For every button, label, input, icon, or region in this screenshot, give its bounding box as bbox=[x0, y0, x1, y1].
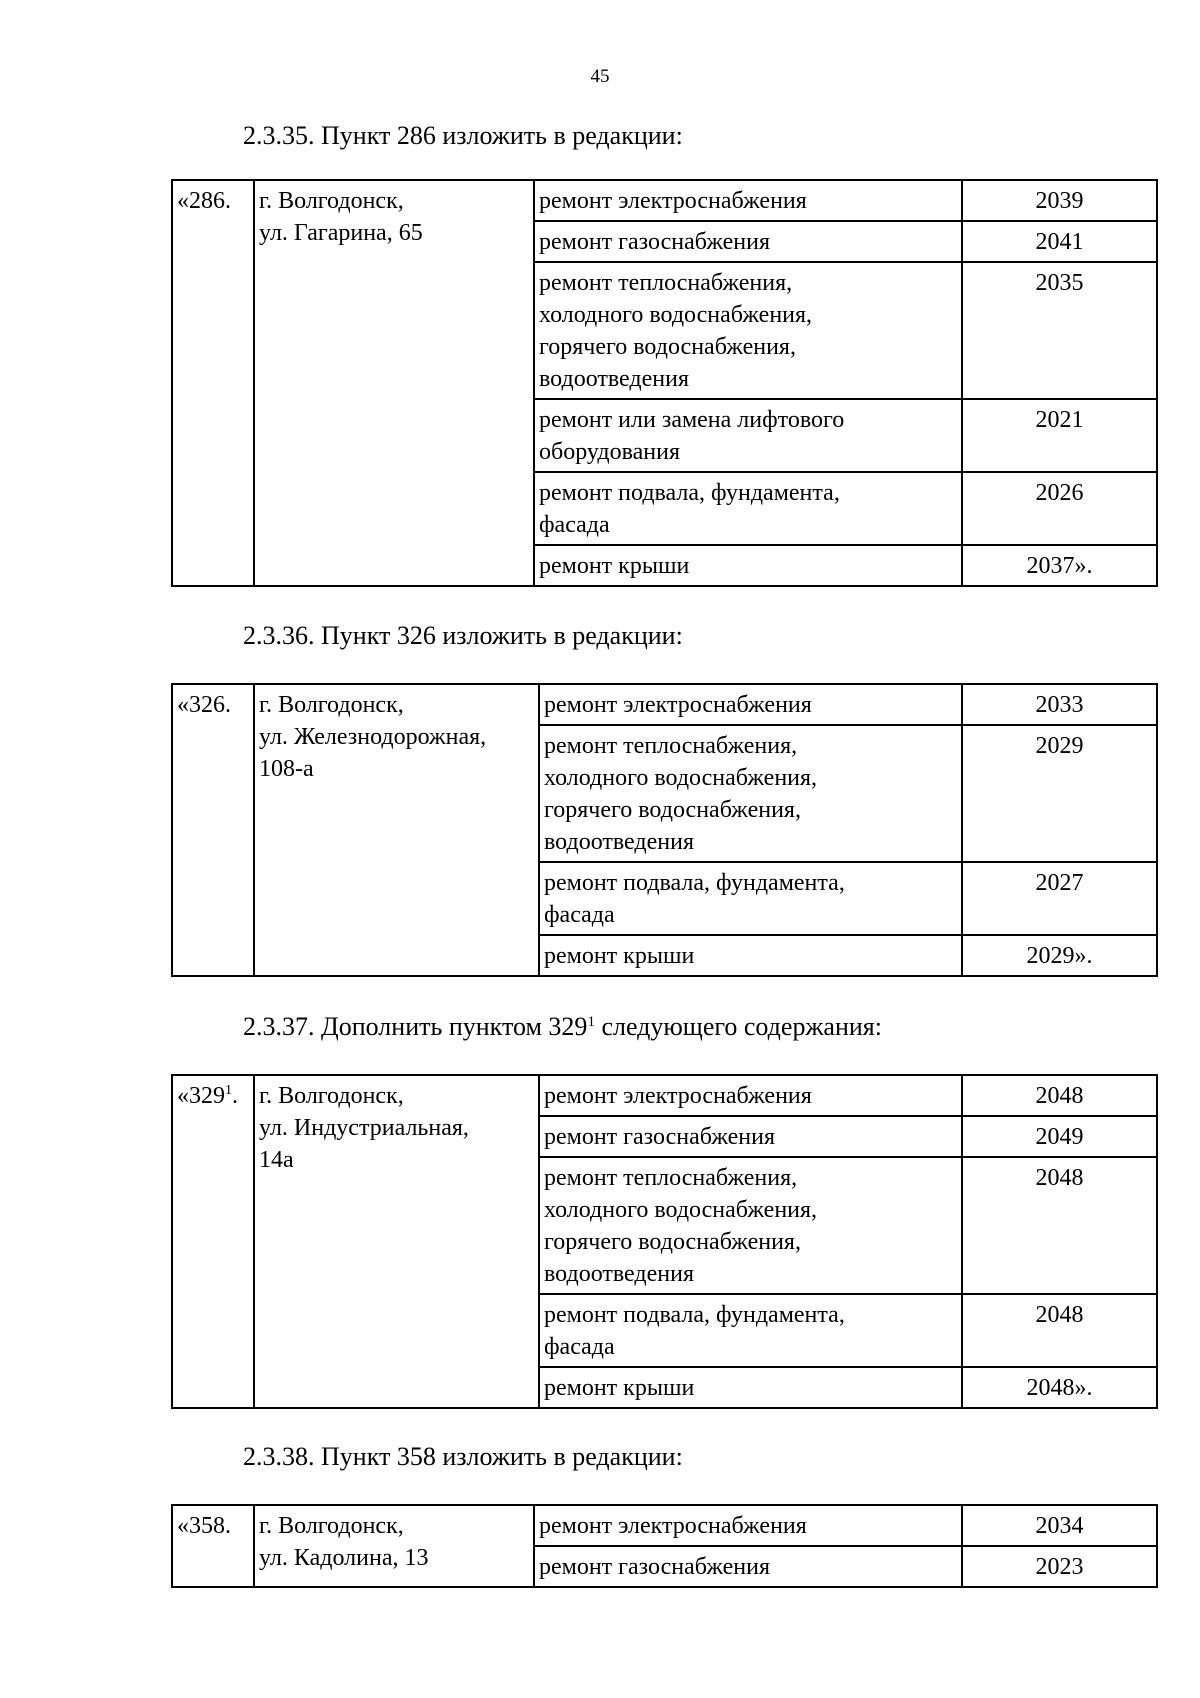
year-cell: 2029 bbox=[962, 725, 1157, 862]
address-line: г. Волгодонск, bbox=[259, 188, 404, 214]
work-line: ремонт газоснабжения bbox=[539, 229, 771, 255]
work-cell bbox=[539, 1075, 962, 1116]
work-line: ремонт электроснабжения bbox=[539, 188, 807, 214]
address-line: г. Волгодонск, bbox=[259, 1513, 404, 1539]
address-cell bbox=[254, 1505, 534, 1587]
address-line: 108-а bbox=[259, 756, 314, 782]
year-cell: 2037». bbox=[962, 545, 1157, 586]
work-line: ремонт электроснабжения bbox=[544, 1083, 812, 1109]
year-cell: 2041 bbox=[962, 221, 1157, 262]
work-line: холодного водоснабжения, bbox=[539, 302, 813, 328]
address-line: ул. Индустриальная, bbox=[259, 1115, 469, 1141]
work-line: фасада bbox=[544, 1334, 615, 1360]
year-cell: 2039 bbox=[962, 180, 1157, 221]
work-line: водоотведения bbox=[544, 829, 694, 855]
works-table-329-1 bbox=[171, 1074, 1158, 1409]
work-cell bbox=[539, 935, 962, 976]
works-table-286 bbox=[171, 179, 1158, 587]
item-number: «358. bbox=[172, 1505, 254, 1587]
work-line: фасада bbox=[539, 512, 610, 538]
work-line: ремонт электроснабжения bbox=[539, 1513, 807, 1539]
work-cell bbox=[539, 862, 962, 935]
work-line: ремонт теплоснабжения, bbox=[544, 733, 798, 759]
address-cell bbox=[254, 180, 534, 586]
table-row bbox=[172, 180, 1157, 221]
year-cell: 2029». bbox=[962, 935, 1157, 976]
work-line: ремонт теплоснабжения, bbox=[539, 270, 793, 296]
work-cell bbox=[534, 1546, 962, 1587]
address-line: ул. Железнодорожная, bbox=[259, 724, 487, 750]
page-number: 45 bbox=[590, 66, 610, 87]
item-number bbox=[172, 1075, 254, 1408]
work-line: холодного водоснабжения, bbox=[544, 1197, 818, 1223]
work-line: ремонт электроснабжения bbox=[544, 692, 812, 718]
item-number: «326. bbox=[172, 684, 254, 976]
work-line: ремонт крыши bbox=[539, 553, 690, 579]
year-cell: 2027 bbox=[962, 862, 1157, 935]
work-cell bbox=[539, 1294, 962, 1367]
address-line: г. Волгодонск, bbox=[259, 692, 404, 718]
work-cell bbox=[539, 684, 962, 725]
work-cell bbox=[534, 180, 962, 221]
work-line: ремонт подвала, фундамента, bbox=[544, 870, 845, 896]
work-line: ремонт подвала, фундамента, bbox=[544, 1302, 845, 1328]
works-table-358 bbox=[171, 1504, 1158, 1588]
work-line: водоотведения bbox=[544, 1261, 694, 1287]
address-line: г. Волгодонск, bbox=[259, 1083, 404, 1109]
year-cell: 2026 bbox=[962, 472, 1157, 545]
table-row bbox=[172, 1075, 1157, 1116]
section-heading-329-1 bbox=[243, 1011, 882, 1043]
heading-superscript: 1 bbox=[587, 1014, 595, 1030]
work-cell bbox=[534, 262, 962, 399]
year-cell: 2035 bbox=[962, 262, 1157, 399]
work-line: горячего водоснабжения, bbox=[539, 334, 796, 360]
table-row bbox=[172, 1505, 1157, 1546]
section-heading-286: 2.3.35. Пункт 286 изложить в редакции: bbox=[243, 121, 683, 150]
work-cell bbox=[539, 1116, 962, 1157]
works-table-326 bbox=[171, 683, 1158, 977]
item-number-dot: . bbox=[232, 1083, 238, 1109]
work-line: ремонт теплоснабжения, bbox=[544, 1165, 798, 1191]
work-line: горячего водоснабжения, bbox=[544, 1229, 801, 1255]
year-cell: 2049 bbox=[962, 1116, 1157, 1157]
year-cell: 2033 bbox=[962, 684, 1157, 725]
work-line: горячего водоснабжения, bbox=[544, 797, 801, 823]
address-line: 14а bbox=[259, 1147, 294, 1173]
work-cell bbox=[534, 1505, 962, 1546]
heading-text: следующего содержания: bbox=[594, 1012, 882, 1041]
work-line: водоотведения bbox=[539, 366, 689, 392]
address-line: ул. Гагарина, 65 bbox=[259, 220, 423, 246]
year-cell: 2048 bbox=[962, 1294, 1157, 1367]
work-line: ремонт или замена лифтового bbox=[539, 407, 845, 433]
section-heading-326: 2.3.36. Пункт 326 изложить в редакции: bbox=[243, 621, 683, 650]
year-cell: 2021 bbox=[962, 399, 1157, 472]
address-cell bbox=[254, 684, 539, 976]
work-cell bbox=[534, 472, 962, 545]
year-cell: 2048 bbox=[962, 1075, 1157, 1116]
item-number: «286. bbox=[172, 180, 254, 586]
work-cell bbox=[539, 1157, 962, 1294]
work-line: ремонт газоснабжения bbox=[544, 1124, 776, 1150]
work-line: ремонт крыши bbox=[544, 943, 695, 969]
work-line: ремонт крыши bbox=[544, 1375, 695, 1401]
work-cell bbox=[534, 399, 962, 472]
work-line: фасада bbox=[544, 902, 615, 928]
year-cell: 2034 bbox=[962, 1505, 1157, 1546]
year-cell: 2023 bbox=[962, 1546, 1157, 1587]
work-cell bbox=[534, 545, 962, 586]
work-line: ремонт подвала, фундамента, bbox=[539, 480, 840, 506]
work-line: ремонт газоснабжения bbox=[539, 1554, 771, 1580]
work-cell bbox=[534, 221, 962, 262]
work-line: оборудования bbox=[539, 439, 680, 465]
year-cell: 2048». bbox=[962, 1367, 1157, 1408]
work-cell bbox=[539, 725, 962, 862]
item-number-text: «329 bbox=[177, 1083, 225, 1109]
item-number-superscript: 1 bbox=[225, 1083, 232, 1098]
year-cell: 2048 bbox=[962, 1157, 1157, 1294]
section-heading-358: 2.3.38. Пункт 358 изложить в редакции: bbox=[243, 1442, 683, 1471]
address-cell bbox=[254, 1075, 539, 1408]
address-line: ул. Кадолина, 13 bbox=[259, 1545, 429, 1571]
work-cell bbox=[539, 1367, 962, 1408]
heading-text: 2.3.37. Дополнить пунктом 329 bbox=[243, 1012, 588, 1041]
work-line: холодного водоснабжения, bbox=[544, 765, 818, 791]
table-row bbox=[172, 684, 1157, 725]
